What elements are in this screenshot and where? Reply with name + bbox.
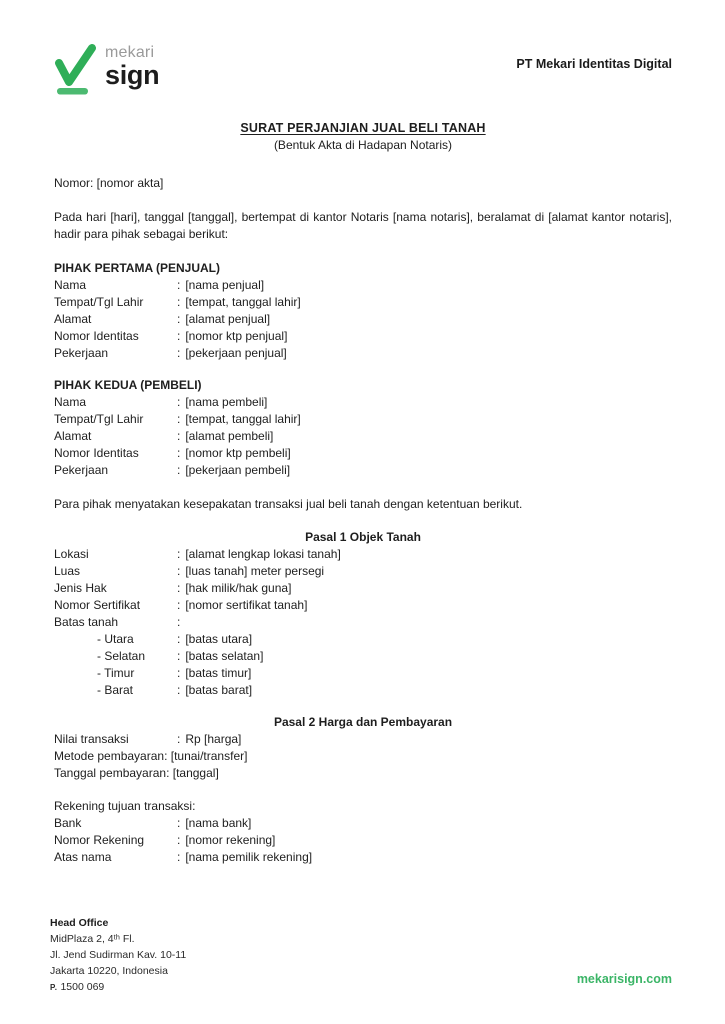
check-icon [54, 44, 96, 96]
field-value [177, 328, 672, 345]
field-label: Nomor Identitas [54, 446, 139, 460]
party1-section [54, 260, 672, 362]
field-label: Alamat [54, 312, 92, 326]
field-value [177, 445, 672, 462]
field-placeholder: [tempat, tanggal lahir] [185, 295, 301, 309]
colon-separator: : [177, 683, 181, 697]
field-row-identitas-penjual [54, 328, 672, 345]
intro-paragraph: Pada hari [hari], tanggal [tanggal], bertempat di kantor Notaris [nama notaris], beralamat di [alamat kantor notaris], hadir para pihak sebagai berikut: [54, 210, 672, 241]
field-value [177, 815, 672, 832]
field-row-bank [54, 815, 672, 832]
field-label: Nomor Identitas [54, 329, 139, 343]
field-value [177, 563, 672, 580]
field-placeholder: [nomor sertifikat tanah] [185, 598, 308, 612]
colon-separator: : [177, 312, 181, 326]
field-value [177, 277, 672, 294]
field-placeholder: [pekerjaan penjual] [185, 346, 287, 360]
website-link[interactable]: mekarisign.com [576, 972, 672, 986]
field-value [177, 597, 672, 614]
metode-pembayaran-line: Metode pembayaran: [tunai/transfer] [54, 749, 248, 763]
field-label: - Selatan [97, 649, 146, 663]
pasal2-section [54, 731, 672, 866]
field-label: Jenis Hak [54, 581, 107, 595]
field-row-pekerjaan-penjual [54, 345, 672, 362]
field-row-identitas-pembeli [54, 445, 672, 462]
field-label: - Timur [97, 666, 135, 680]
head-office-title: Head Office [50, 917, 109, 929]
field-value [177, 428, 672, 445]
colon-separator: : [177, 833, 181, 847]
party1-heading: PIHAK PERTAMA (PENJUAL) [54, 261, 221, 275]
field-value [177, 394, 672, 411]
colon-separator: : [177, 329, 181, 343]
colon-separator: : [177, 295, 181, 309]
field-row-lokasi [54, 546, 672, 563]
field-row-nama-penjual [54, 277, 672, 294]
field-placeholder: [batas barat] [185, 683, 253, 697]
colon-separator: : [177, 666, 181, 680]
field-value [177, 682, 672, 699]
colon-separator: : [177, 850, 181, 864]
field-label: Nomor Rekening [54, 833, 145, 847]
field-label: Atas nama [54, 850, 112, 864]
tanggal-pembayaran-line: Tanggal pembayaran: [tanggal] [54, 766, 219, 780]
phone-line [50, 979, 186, 996]
colon-separator: : [177, 346, 181, 360]
colon-separator: : [177, 564, 181, 578]
field-value [177, 546, 672, 563]
colon-separator: : [177, 412, 181, 426]
colon-separator: : [177, 446, 181, 460]
field-row-nomor-sertifikat [54, 597, 672, 614]
address-line: Jl. Jend Sudirman Kav. 10-11 [50, 949, 187, 961]
colon-separator: : [177, 732, 181, 746]
address-line: MidPlaza 2, 4ᵗʰ Fl. [50, 933, 135, 945]
pasal2-heading: Pasal 2 Harga dan Pembayaran [273, 715, 453, 729]
colon-separator: : [177, 547, 181, 561]
pasal1-section [54, 546, 672, 699]
field-placeholder: [nama penjual] [185, 278, 265, 292]
field-placeholder: [batas utara] [185, 632, 253, 646]
brand-sign: sign [105, 60, 160, 90]
field-value [177, 345, 672, 362]
document-title: SURAT PERJANJIAN JUAL BELI TANAH [240, 121, 486, 135]
colon-separator: : [177, 816, 181, 830]
field-value [177, 731, 672, 748]
field-row-batas-barat [54, 682, 672, 699]
field-value [177, 832, 672, 849]
colon-separator: : [177, 395, 181, 409]
colon-separator: : [177, 598, 181, 612]
field-row-batas-timur [54, 665, 672, 682]
field-label: Nama [54, 278, 87, 292]
colon-separator: : [177, 581, 181, 595]
field-row-nilai-transaksi [54, 731, 672, 748]
field-value [177, 614, 672, 631]
party2-section [54, 377, 672, 479]
field-row-nomor-rekening [54, 832, 672, 849]
colon-separator: : [177, 463, 181, 477]
field-value [177, 631, 672, 648]
field-label: Pekerjaan [54, 346, 109, 360]
field-value [177, 311, 672, 328]
pasal1-heading: Pasal 1 Objek Tanah [305, 530, 421, 544]
colon-separator: : [177, 429, 181, 443]
party2-heading: PIHAK KEDUA (PEMBELI) [54, 378, 202, 392]
field-placeholder: [nama pemilik rekening] [185, 850, 313, 864]
company-name: PT Mekari Identitas Digital [516, 57, 672, 71]
colon-separator: : [177, 632, 181, 646]
field-value [177, 665, 672, 682]
field-value [177, 648, 672, 665]
field-row-alamat-penjual [54, 311, 672, 328]
phone-number: 1500 069 [60, 981, 105, 993]
field-placeholder: [hak milik/hak guna] [185, 581, 292, 595]
logo-wordmark [105, 44, 159, 88]
field-label: Tempat/Tgl Lahir [54, 295, 144, 309]
field-row-luas [54, 563, 672, 580]
field-row-alamat-pembeli [54, 428, 672, 445]
field-placeholder: [batas timur] [185, 666, 252, 680]
field-row-atas-nama [54, 849, 672, 866]
field-value [177, 462, 672, 479]
field-value [177, 580, 672, 597]
page-header [54, 44, 672, 102]
field-placeholder: [batas selatan] [185, 649, 264, 663]
field-placeholder: [nama bank] [185, 816, 252, 830]
colon-separator: : [177, 649, 181, 663]
field-label: Nomor Sertifikat [54, 598, 141, 612]
field-label: Luas [54, 564, 81, 578]
field-label: Lokasi [54, 547, 89, 561]
colon-separator: : [177, 278, 181, 292]
field-label: Tempat/Tgl Lahir [54, 412, 144, 426]
field-label: - Utara [97, 632, 134, 646]
head-office-block [50, 915, 186, 996]
field-placeholder: [alamat penjual] [185, 312, 271, 326]
field-value [177, 411, 672, 428]
field-value [177, 294, 672, 311]
field-placeholder: [alamat lengkap lokasi tanah] [185, 547, 341, 561]
field-row-batas-selatan [54, 648, 672, 665]
field-placeholder: [nomor rekening] [185, 833, 276, 847]
address-line: Jakarta 10220, Indonesia [50, 965, 168, 977]
field-label: Batas tanah [54, 615, 119, 629]
field-placeholder: [nomor ktp pembeli] [185, 446, 291, 460]
field-placeholder: [nama pembeli] [185, 395, 268, 409]
field-row-ttl-penjual [54, 294, 672, 311]
field-placeholder: [pekerjaan pembeli] [185, 463, 291, 477]
field-row-pekerjaan-pembeli [54, 462, 672, 479]
field-placeholder: [alamat pembeli] [185, 429, 274, 443]
field-label: Nama [54, 395, 87, 409]
colon-separator: : [177, 615, 181, 629]
phone-prefix: P. [50, 983, 58, 992]
field-placeholder: [luas tanah] meter persegi [185, 564, 325, 578]
field-row-batas-tanah [54, 614, 672, 631]
field-label: - Barat [97, 683, 134, 697]
field-label: Pekerjaan [54, 463, 109, 477]
nomor-line: Nomor: [nomor akta] [54, 176, 164, 190]
brand-mekari: mekari [105, 44, 155, 61]
field-placeholder: [tempat, tanggal lahir] [185, 412, 301, 426]
field-row-nama-pembeli [54, 394, 672, 411]
document-subtitle: (Bentuk Akta di Hadapan Notaris) [273, 138, 453, 152]
page-footer [50, 915, 672, 996]
field-label: Bank [54, 816, 82, 830]
field-label: Alamat [54, 429, 92, 443]
mekari-sign-logo [54, 44, 159, 96]
field-row-batas-utara [54, 631, 672, 648]
field-row-jenis-hak [54, 580, 672, 597]
field-value [177, 849, 672, 866]
field-placeholder: [nomor ktp penjual] [185, 329, 288, 343]
field-label: Nilai transaksi [54, 732, 129, 746]
agreement-statement: Para pihak menyatakan kesepakatan transaksi jual beli tanah dengan ketentuan berikut. [54, 497, 523, 511]
title-block [54, 120, 672, 154]
field-placeholder: Rp [harga] [185, 732, 242, 746]
rekening-heading: Rekening tujuan transaksi: [54, 799, 196, 813]
field-row-ttl-pembeli [54, 411, 672, 428]
